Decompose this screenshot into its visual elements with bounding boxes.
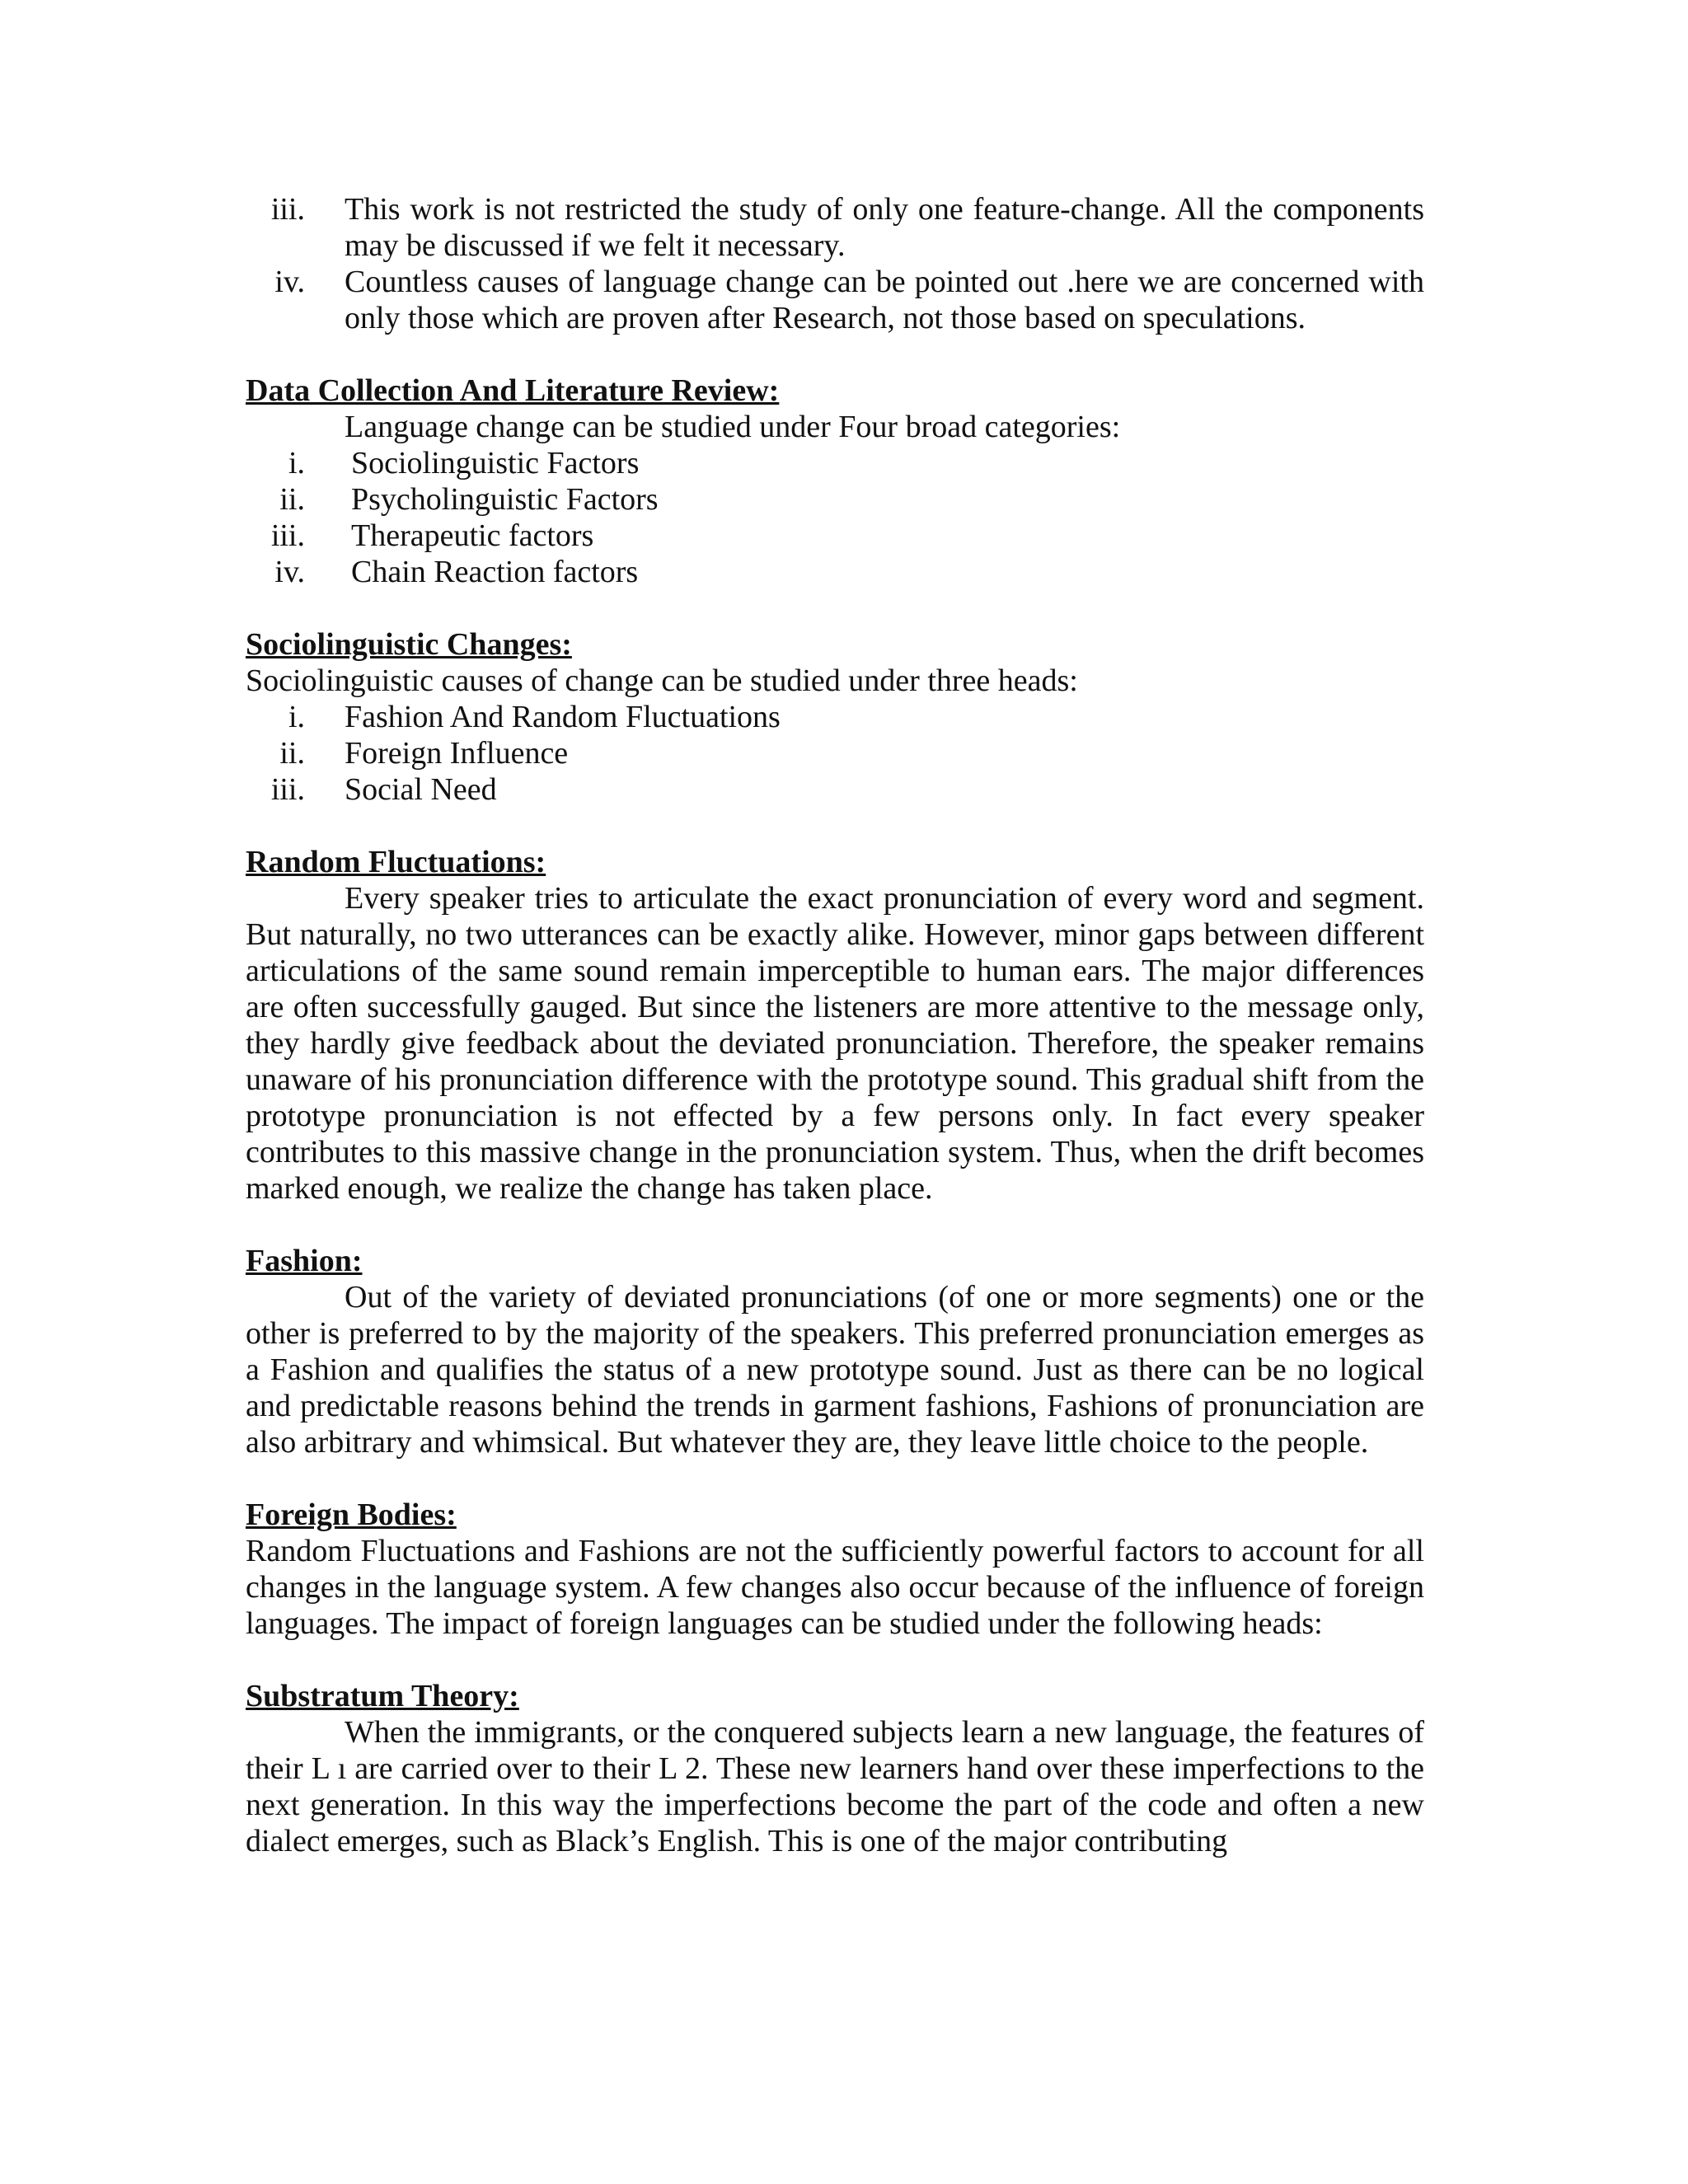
list-item — [246, 264, 1424, 336]
category-list — [246, 445, 1424, 590]
paragraph-fashion: Out of the variety of deviated pronunciations (of one or more segments) one or the other is preferred to by the majority of the speakers. This preferred pronunciation emerges as a Fashion and qualifies the status of a new prototype sound. Just as there can be no logical and predictable reasons behind the trends in garment fashions, Fashions of pronunciation are also arbitrary and whimsical. But whatever they are, they leave little choice to the people. — [246, 1280, 1424, 1460]
list-number: iii. — [270, 518, 305, 553]
list-item — [246, 554, 1424, 590]
list-item — [246, 699, 1424, 735]
list-item — [246, 191, 1424, 264]
paragraph-random-fluctuations: Every speaker tries to articulate the exact pronunciation of every word and segment. But naturally, no two utterances can be exactly alike. However, minor gaps between different articulations of the same sound remain imperceptible to human ears. The major differences are often successfully gauged. But since the listeners are more attentive to the message only, they hardly give feedback about the deviated pronunciation. Therefore, the speaker remains unaware of his pronunciation difference with the prototype sound. This gradual shift from the prototype pronunciation is not effected by a few persons only. In fact every speaker contributes to this massive change in the pronunciation system. Thus, when the drift becomes marked enough, we realize the change has taken place. — [246, 881, 1424, 1206]
list-number: iii. — [270, 772, 305, 807]
spacer — [246, 1460, 1424, 1497]
document-page — [246, 191, 1424, 1859]
list-text: Social Need — [345, 772, 497, 807]
list-number: i. — [288, 700, 305, 734]
list-number: ii. — [279, 482, 305, 517]
intro-list — [246, 191, 1424, 336]
section-heading-fashion: Fashion: — [246, 1244, 363, 1278]
list-text: Chain Reaction factors — [351, 555, 639, 589]
section-intro: Language change can be studied under Four broad categories: — [345, 410, 1121, 444]
spacer — [246, 1642, 1424, 1678]
list-number: i. — [288, 446, 305, 480]
list-item — [246, 518, 1424, 554]
spacer — [246, 590, 1424, 626]
section-intro: Sociolinguistic causes of change can be studied under three heads: — [246, 663, 1078, 698]
list-number: iii. — [270, 192, 305, 227]
list-text: Psycholinguistic Factors — [351, 482, 659, 517]
list-text: Therapeutic factors — [351, 518, 594, 553]
list-text: Foreign Influence — [345, 736, 569, 771]
list-item — [246, 445, 1424, 481]
sociolinguistic-list — [246, 699, 1424, 808]
spacer — [246, 1207, 1424, 1243]
spacer — [246, 336, 1424, 373]
paragraph-foreign-bodies: Random Fluctuations and Fashions are not the sufficiently powerful factors to account for all changes in the language system. A few changes also occur because of the influence of foreign languages. The impact of foreign languages can be studied under the following heads: — [246, 1534, 1424, 1641]
list-text: Sociolinguistic Factors — [351, 446, 640, 480]
section-heading-data-collection: Data Collection And Literature Review: — [246, 373, 780, 408]
list-item — [246, 771, 1424, 808]
list-number: iv. — [274, 265, 305, 299]
section-heading-sociolinguistic: Sociolinguistic Changes: — [246, 627, 572, 662]
list-number: ii. — [279, 736, 305, 771]
list-text: Countless causes of language change can be pointed out .here we are concerned with only those which are proven after Research, not those based on speculations. — [345, 265, 1424, 335]
list-item — [246, 735, 1424, 771]
list-number: iv. — [274, 555, 305, 589]
section-heading-random-fluctuations: Random Fluctuations: — [246, 845, 546, 879]
list-text: Fashion And Random Fluctuations — [345, 700, 781, 734]
spacer — [246, 808, 1424, 844]
list-item — [246, 481, 1424, 518]
section-heading-foreign-bodies: Foreign Bodies: — [246, 1497, 457, 1532]
section-heading-substratum: Substratum Theory: — [246, 1679, 519, 1713]
paragraph-substratum: When the immigrants, or the conquered subjects learn a new language, the features of their L ı are carried over to their L 2. These new learners hand over these imperfections to the next generation. In this way the imperfections become the part of the code and often a new dialect emerges, such as Black’s English. This is one of the major contributing — [246, 1715, 1424, 1858]
list-text: This work is not restricted the study of only one feature-change. All the components may be discussed if we felt it necessary. — [345, 192, 1424, 263]
